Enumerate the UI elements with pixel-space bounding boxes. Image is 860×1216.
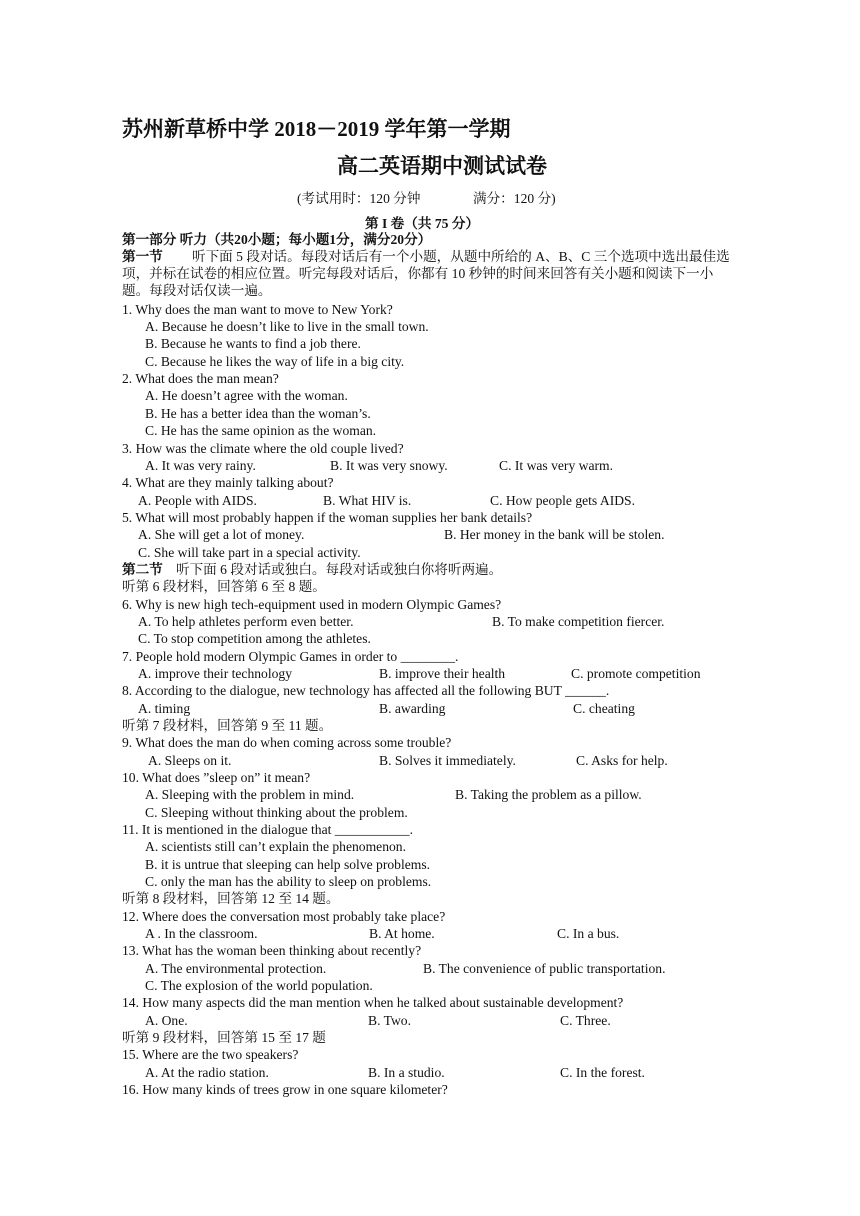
q3-option-a: A. It was very rainy. xyxy=(145,458,256,473)
q4-option-c: C. How people gets AIDS. xyxy=(490,493,635,508)
q11-option-b: B. it is untrue that sleeping can help solve problems. xyxy=(145,857,431,872)
q15-option-c: C. In the forest. xyxy=(560,1065,645,1080)
q8-option-a: A. timing xyxy=(138,701,191,716)
q11-option-c: C. only the man has the ability to sleep on problems. xyxy=(145,874,432,889)
q2-option-b: B. He has a better idea than the woman’s. xyxy=(145,406,371,421)
q15-option-b: B. In a studio. xyxy=(368,1065,445,1080)
q1-option-a: A. Because he doesn’t like to live in the small town. xyxy=(145,319,429,334)
q14-stem: 14. How many aspects did the man mention when he talked about sustainable development? xyxy=(122,995,624,1010)
q12-option-a: A . In the classroom. xyxy=(145,926,258,941)
q4-stem: 4. What are they mainly talking about? xyxy=(122,475,334,490)
q10-option-b: B. Taking the problem as a pillow. xyxy=(455,787,642,802)
q13-stem: 13. What has the woman been thinking about recently? xyxy=(122,943,422,958)
q4-option-b: B. What HIV is. xyxy=(323,493,412,508)
q12-option-b: B. At home. xyxy=(369,926,435,941)
q7-option-c: C. promote competition xyxy=(571,666,701,681)
q10-stem: 10. What does ”sleep on” it mean? xyxy=(122,770,311,785)
q9-option-c: C. Asks for help. xyxy=(576,753,668,768)
section2-instructions: 听下面 6 段对话或独白。每段对话或独白你将听两遍。 xyxy=(176,562,503,577)
q5-option-a: A. She will get a lot of money. xyxy=(138,527,305,542)
q12-stem: 12. Where does the conversation most probably take place? xyxy=(122,909,446,924)
section1-label: 第一节 xyxy=(122,249,163,264)
q7-stem: 7. People hold modern Olympic Games in order to ________. xyxy=(122,649,459,664)
q3-option-b: B. It was very snowy. xyxy=(330,458,448,473)
q6-option-b: B. To make competition fiercer. xyxy=(492,614,665,629)
material-8-note: 听第 8 段材料，回答第 12 至 14 题。 xyxy=(122,891,340,906)
q2-stem: 2. What does the man mean? xyxy=(122,371,279,386)
q1-option-b: B. Because he wants to find a job there. xyxy=(145,336,361,351)
volume-heading: 第 I 卷（共 75 分） xyxy=(365,216,480,231)
q11-stem: 11. It is mentioned in the dialogue that ___________. xyxy=(122,822,413,837)
exam-score: 满分：120 分) xyxy=(473,191,556,206)
q1-option-c: C. Because he likes the way of life in a big city. xyxy=(145,354,405,369)
q3-stem: 3. How was the climate where the old couple lived? xyxy=(122,441,404,456)
material-7-note: 听第 7 段材料，回答第 9 至 11 题。 xyxy=(122,718,333,733)
q6-stem: 6. Why is new high tech-equipment used in modern Olympic Games? xyxy=(122,597,502,612)
q15-stem: 15. Where are the two speakers? xyxy=(122,1047,299,1062)
material-9-note: 听第 9 段材料，回答第 15 至 17 题 xyxy=(122,1030,326,1045)
q10-option-c: C. Sleeping without thinking about the problem. xyxy=(145,805,408,820)
q6-option-c: C. To stop competition among the athletes. xyxy=(138,631,371,646)
q8-stem: 8. According to the dialogue, new technology has affected all the following BUT ______. xyxy=(122,683,610,698)
q9-option-a: A. Sleeps on it. xyxy=(148,753,232,768)
q4-option-a: A. People with AIDS. xyxy=(138,493,257,508)
q3-option-c: C. It was very warm. xyxy=(499,458,614,473)
exam-title-subject: 高二英语期中测试试卷 xyxy=(337,154,547,178)
q5-stem: 5. What will most probably happen if the woman supplies her bank details? xyxy=(122,510,533,525)
q9-stem: 9. What does the man do when coming across some trouble? xyxy=(122,735,452,750)
q5-option-c: C. She will take part in a special activity. xyxy=(138,545,361,560)
q10-option-a: A. Sleeping with the problem in mind. xyxy=(145,787,355,802)
q14-option-a: A. One. xyxy=(145,1013,188,1028)
q9-option-b: B. Solves it immediately. xyxy=(379,753,516,768)
q2-option-a: A. He doesn’t agree with the woman. xyxy=(145,388,348,403)
q12-option-c: C. In a bus. xyxy=(557,926,620,941)
q14-option-c: C. Three. xyxy=(560,1013,611,1028)
q16-stem: 16. How many kinds of trees grow in one square kilometer? xyxy=(122,1082,448,1097)
q6-option-a: A. To help athletes perform even better. xyxy=(138,614,354,629)
q14-option-b: B. Two. xyxy=(368,1013,411,1028)
material-6-note: 听第 6 段材料，回答第 6 至 8 题。 xyxy=(122,579,326,594)
q13-option-c: C. The explosion of the world population. xyxy=(145,978,373,993)
q13-option-b: B. The convenience of public transportation. xyxy=(423,961,666,976)
q7-option-a: A. improve their technology xyxy=(138,666,293,681)
exam-title-school: 苏州新草桥中学 2018－2019 学年第一学期 xyxy=(122,117,511,141)
q15-option-a: A. At the radio station. xyxy=(145,1065,269,1080)
q8-option-b: B. awarding xyxy=(379,701,446,716)
q5-option-b: B. Her money in the bank will be stolen. xyxy=(444,527,665,542)
q1-stem: 1. Why does the man want to move to New York? xyxy=(122,302,393,317)
q8-option-c: C. cheating xyxy=(573,701,635,716)
part1-heading: 第一部分 听力（共20小题；每小题1分，满分20分） xyxy=(122,232,432,247)
section2-label: 第二节 xyxy=(122,562,163,577)
q2-option-c: C. He has the same opinion as the woman. xyxy=(145,423,377,438)
q7-option-b: B. improve their health xyxy=(379,666,506,681)
section1-instructions: 听下面 5 段对话。每段对话后有一个小题，从题中所给的 A、B、C 三个选项中选出最佳选项，并标在试卷的相应位置。听完每段对话后，你都有 10 秒钟的时间来回答有关小题和阅读下一小题。每段对话仅读一遍。 xyxy=(122,249,730,298)
q11-option-a: A. scientists still can’t explain the phenomenon. xyxy=(145,839,407,854)
q13-option-a: A. The environmental protection. xyxy=(145,961,327,976)
exam-time: (考试用时：120 分钟 xyxy=(297,191,421,206)
